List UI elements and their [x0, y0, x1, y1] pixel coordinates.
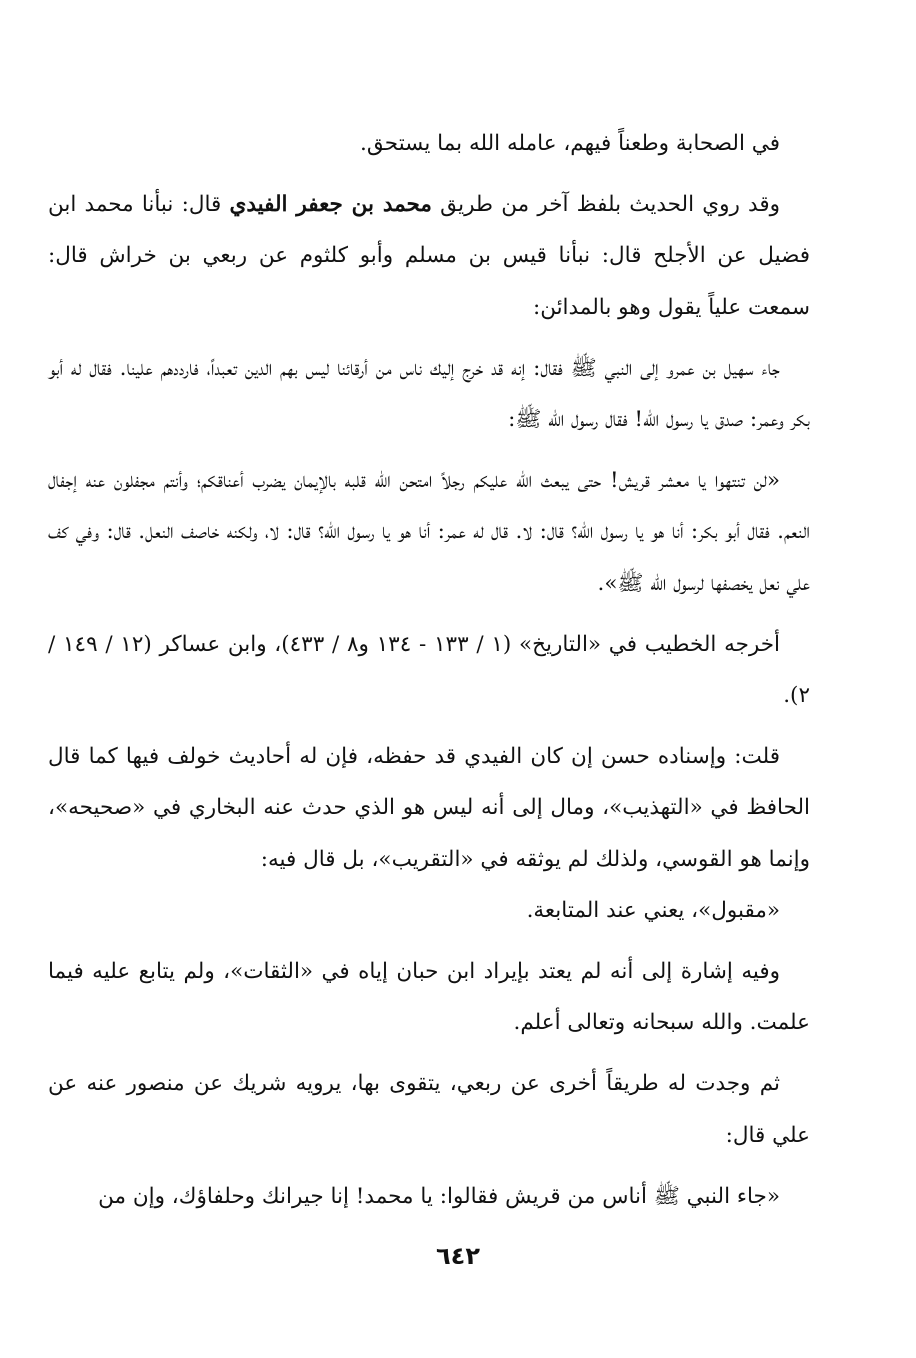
paragraph-text: قلت: وإسناده حسن إن كان الفيدي قد حفظه، فإن له أحاديث خولف فيها كما قال الحافظ في «التهذيب»، ومال إلى أنه ليس هو الذي حدث عنه البخاري في «صحيحه»، وإنما هو القوسي، ولذلك لم يوثقه في «التقريب»، بل قال فيه: — [48, 744, 810, 872]
citation-text: أخرجه الخطيب في «التاريخ» (١ / ١٣٣ - ١٣٤ و٨ / ٤٣٣)، وابن عساكر (١٢ / ١٤٩ / ٢). — [48, 631, 810, 709]
paragraph-6 — [48, 731, 810, 885]
paragraph-4 — [48, 455, 810, 609]
paragraph-7 — [48, 885, 810, 936]
paragraph-text: في الصحابة وطعناً فيهم، عامله الله بما يستحق. — [360, 131, 780, 156]
paragraph-8 — [48, 946, 810, 1048]
hadith-quote: «جاء النبي ﷺ أناس من قريش فقالوا: يا محمد! إنا جيرانك وحلفاؤك، وإن من — [98, 1183, 780, 1209]
paragraph-text: ثم وجدت له طريقاً أخرى عن ربعي، يتقوى بها، يرويه شريك عن منصور عنه عن علي قال: — [48, 1071, 810, 1148]
paragraph-text: جاء سهيل بن عمرو إلى النبي ﷺ فقال: إنه قد خرج إليك ناس من أرقائنا ليس بهم الدين تعبداً، فارددهم علينا. فقال له أبو بكر وعمر: صدق يا رسول الله! فقال رسول الله ﷺ: — [48, 355, 810, 433]
paragraph-text: قال: نبأنا محمد ابن فضيل عن الأجلح قال: نبأنا قيس بن مسلم وأبو كلثوم عن ربعي بن خراش قال: سمعت علياً يقول وهو بالمدائن: — [48, 192, 810, 320]
paragraph-text: وقد روي الحديث بلفظ آخر من طريق — [431, 192, 780, 218]
paragraph-text: «مقبول»، يعني عند المتابعة. — [526, 897, 780, 923]
paragraph-2 — [48, 179, 810, 333]
paragraph-10 — [48, 1171, 810, 1222]
narrator-name: محمد بن جعفر الفيدي — [229, 192, 432, 218]
hadith-quote: «لن تنتهوا يا معشر قريش! حتى يبعث الله عليكم رجلاً امتحن الله قلبه بالإيمان يضرب أعناقكم؛ وأنتم مجفلون عنه إجفال النعم. فقال أبو بكر: أنا هو يا رسول الله؟ قال: لا. قال له عمر: أنا هو يا رسول الله؟ قال: لا، ولكنه خاصف النعل. قال: وفي كف علي نعل يخصفها لرسول الله ﷺ». — [48, 468, 810, 596]
document-body — [48, 118, 810, 1222]
paragraph-3 — [48, 343, 810, 445]
paragraph-text: وفيه إشارة إلى أنه لم يعتد بإيراد ابن حبان إياه في «الثقات»، ولم يتابع عليه فيما علمت. والله سبحانه وتعالى أعلم. — [48, 959, 810, 1036]
page-number: ٦٤٢ — [436, 1242, 480, 1270]
paragraph-5 — [48, 619, 810, 721]
paragraph-9 — [48, 1058, 810, 1160]
paragraph-1 — [48, 118, 810, 169]
